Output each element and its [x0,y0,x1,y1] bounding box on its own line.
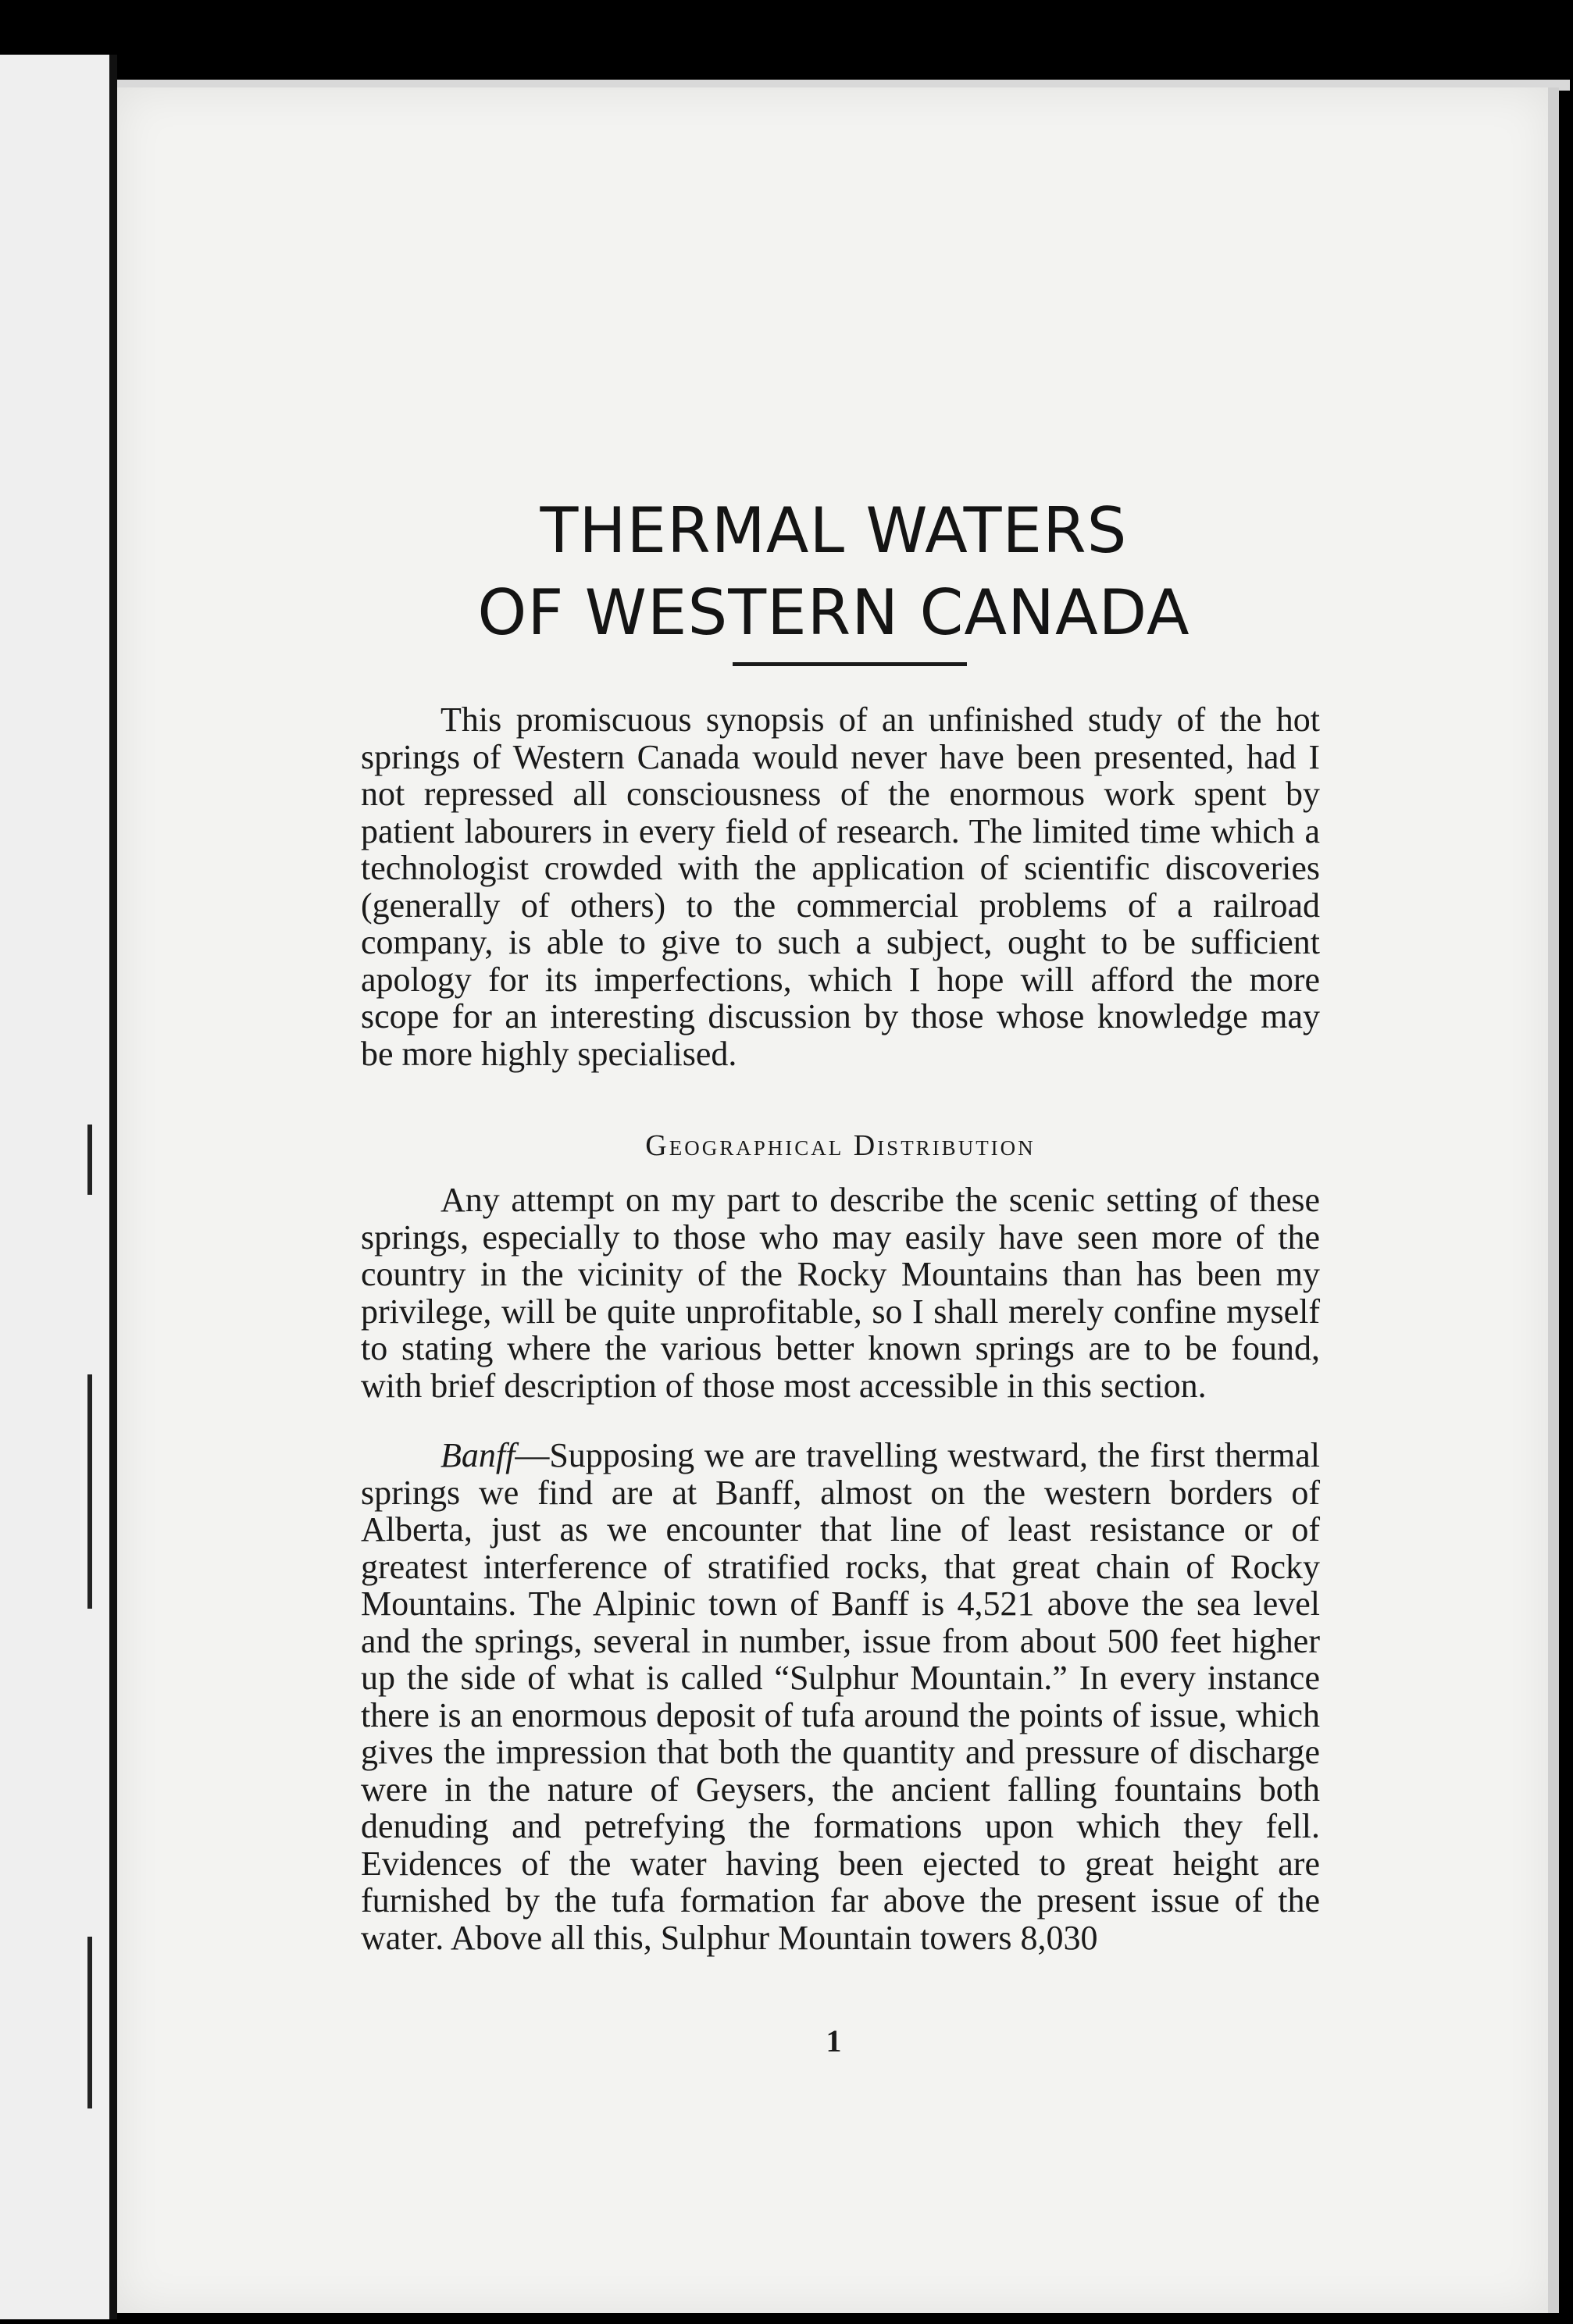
body-paragraph-1 [361,1182,1320,1404]
body-paragraph-2 [361,1437,1320,1956]
paragraph-2-text: —Supposing we are travelling westward, the first thermal springs we find are at Banff, almost on the western borders of Alberta, just as we encounter that line of least resistance or of greatest interference of stratified rocks, that great chain of Rocky Mountains. The Alpinic town of Banff is 4,521 above the sea level and the springs, several in number, issue from about 500 feet higher up the side of what is called “Sulphur Mountain.” In every instance there is an enormous deposit of tufa around the points of issue, which gives the impression that both the quantity and pressure of discharge were in the nature of Geysers, the ancient falling fountains both denuding and petrefying the formations upon which they fell. Evidences of the water having been ejected to great height are furnished by the tufa formation far above the present issue of the water. Above all this, Sulphur Mountain towers 8,030 [361,1436,1320,1957]
page-right-edge [1548,87,1559,2313]
previous-page-edge [0,55,113,2319]
intro-paragraph [361,701,1320,1072]
section-heading: Geographical Distribution [645,1129,1036,1162]
title-divider [733,662,967,666]
margin-mark [87,1937,92,2108]
page-title-line-2: OF WESTERN CANADA [477,576,1190,649]
margin-mark [87,1125,92,1195]
paragraph-1-text: Any attempt on my part to describe the scenic setting of these springs, especially to those who may easily have seen more of the country in the vicinity of the Rocky Mountains than has been my privilege, will be quite unprofitable, so I shall merely confine myself to stating where the various better known springs are to be found, with brief description of those most accessible in this section. [361,1181,1320,1405]
intro-text: This promiscuous synopsis of an unfinished study of the hot springs of Western Canada would never have been presented, had I not repressed all consciousness of the enormous work spent by patient labourers in every field of research. The limited time which a technologist crowded with the application of scientific discoveries (generally of others) to the commercial problems of a railroad company, is able to give to such a subject, ought to be sufficient apology for its imperfections, which I hope will afford the more scope for an interesting discussion by those whose knowledge may be more highly specialised. [361,700,1320,1073]
margin-mark [87,1374,92,1609]
page-title-line-1: THERMAL WATERS [540,494,1128,567]
book-spine [109,55,117,2319]
paragraph-2 [361,1437,1320,1956]
page-number: 1 [826,2023,842,2058]
banff-label: Banff [441,1436,515,1474]
